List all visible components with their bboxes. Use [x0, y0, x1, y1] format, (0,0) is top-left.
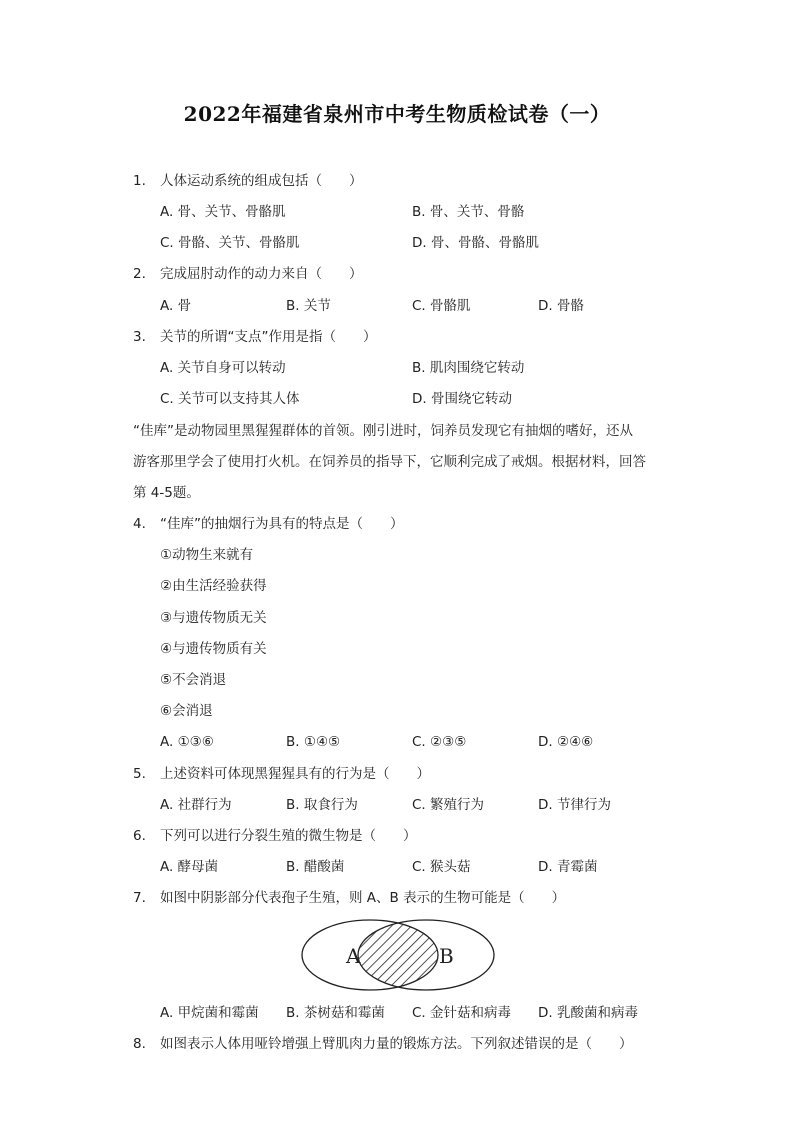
- question-number: 7.: [133, 890, 146, 906]
- q7-option-a: A. 甲烷菌和霉菌: [160, 1005, 259, 1021]
- q1-option-d: D. 骨、骨骼、骨骼肌: [412, 235, 539, 251]
- q1-option-b: B. 骨、关节、骨骼: [412, 204, 525, 220]
- q6-option-c: C. 猴头菇: [412, 859, 471, 875]
- q2-option-a: A. 骨: [160, 298, 192, 314]
- q2-option-c: C. 骨骼肌: [412, 298, 471, 314]
- q4-statement-2: ②由生活经验获得: [160, 578, 267, 594]
- question-text: 人体运动系统的组成包括（ ）: [160, 173, 363, 189]
- q6-option-a: A. 酵母菌: [160, 859, 219, 875]
- question-2: [133, 265, 363, 283]
- q3-option-b: B. 肌肉围绕它转动: [412, 360, 525, 376]
- q5-option-c: C. 繁殖行为: [412, 797, 485, 813]
- question-number: 4.: [133, 516, 146, 532]
- page-title: 2022年福建省泉州市中考生物质检试卷（一）: [183, 102, 611, 126]
- q7-option-b: B. 茶树菇和霉菌: [286, 1005, 385, 1021]
- question-4: [133, 515, 404, 533]
- q4-statement-1: ①动物生来就有: [160, 547, 254, 563]
- q3-option-d: D. 骨围绕它转动: [412, 391, 512, 407]
- q3-option-c: C. 关节可以支持其人体: [160, 391, 300, 407]
- q5-option-a: A. 社群行为: [160, 797, 232, 813]
- question-number: 3.: [133, 329, 146, 345]
- question-8: [133, 1035, 633, 1053]
- venn-label-a: A: [346, 944, 361, 968]
- question-6: [133, 827, 417, 845]
- venn-label-b: B: [439, 944, 454, 968]
- question-text: 完成屈肘动作的动力来自（ ）: [160, 266, 363, 282]
- q5-option-b: B. 取食行为: [286, 797, 358, 813]
- q2-option-d: D. 骨骼: [538, 298, 584, 314]
- question-1: [133, 172, 363, 190]
- question-text: 下列可以进行分裂生殖的微生物是（ ）: [160, 828, 417, 844]
- question-number: 6.: [133, 828, 146, 844]
- q3-option-a: A. 关节自身可以转动: [160, 360, 286, 376]
- q4-statement-3: ③与遗传物质无关: [160, 610, 267, 626]
- question-number: 2.: [133, 266, 146, 282]
- question-number: 8.: [133, 1036, 146, 1052]
- q4-option-a: A. ①③⑥: [160, 734, 214, 750]
- question-5: [133, 765, 430, 783]
- question-text: 如图中阴影部分代表孢子生殖，则 A、B 表示的生物可能是（ ）: [160, 890, 566, 906]
- q5-option-d: D. 节律行为: [538, 797, 611, 813]
- q4-option-c: C. ②③⑤: [412, 734, 467, 750]
- q4-option-b: B. ①④⑤: [286, 734, 341, 750]
- passage-line-3: 第 4-5题。: [133, 485, 200, 501]
- q1-option-a: A. 骨、关节、骨骼肌: [160, 204, 286, 220]
- q2-option-b: B. 关节: [286, 298, 331, 314]
- q4-option-d: D. ②④⑥: [538, 734, 594, 750]
- question-number: 5.: [133, 766, 146, 782]
- q4-statement-6: ⑥会消退: [160, 703, 213, 719]
- question-7: [133, 889, 565, 907]
- q4-statement-5: ⑤不会消退: [160, 672, 227, 688]
- q7-option-d: D. 乳酸菌和病毒: [538, 1005, 638, 1021]
- venn-diagram: [300, 918, 496, 992]
- question-text: 上述资料可体现黑猩猩具有的行为是（ ）: [160, 766, 430, 782]
- question-text: 如图表示人体用哑铃增强上臂肌肉力量的锻炼方法。下列叙述错误的是（ ）: [160, 1036, 633, 1052]
- passage-line-1: “佳库”是动物园里黑猩猩群体的首领。刚引进时，饲养员发现它有抽烟的嗜好，还从: [133, 423, 633, 439]
- q4-statement-4: ④与遗传物质有关: [160, 641, 267, 657]
- question-3: [133, 328, 377, 346]
- question-text: “佳库”的抽烟行为具有的特点是（ ）: [160, 516, 404, 532]
- passage-line-2: 游客那里学会了使用打火机。在饲养员的指导下，它顺利完成了戒烟。根据材料，回答: [133, 454, 646, 470]
- question-text: 关节的所谓“支点”作用是指（ ）: [160, 329, 377, 345]
- q1-option-c: C. 骨骼、关节、骨骼肌: [160, 235, 300, 251]
- q6-option-b: B. 醋酸菌: [286, 859, 345, 875]
- q7-option-c: C. 金针菇和病毒: [412, 1005, 512, 1021]
- q6-option-d: D. 青霉菌: [538, 859, 598, 875]
- question-number: 1.: [133, 173, 146, 189]
